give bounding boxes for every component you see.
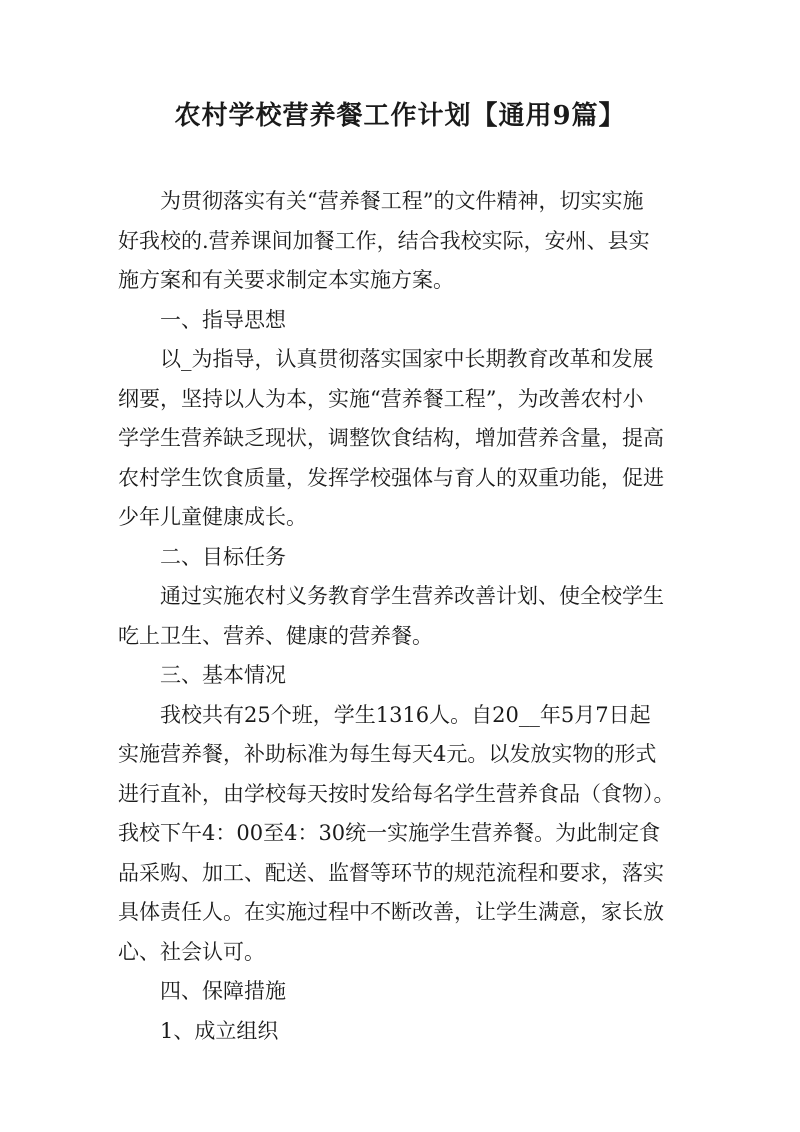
section-heading-goals: 二、目标任务 (160, 544, 286, 569)
text-line: 心、社会认可。 (118, 939, 265, 964)
text-line: 进行直补，由学校每天按时发给每名学生营养食品（食物）。 (118, 781, 675, 806)
section-heading-safeguards: 四、保障措施 (160, 979, 286, 1003)
document-title: 农村学校营养餐工作计划【通用9篇】 (174, 101, 626, 131)
text-line: 好我校的.营养课间加餐工作，结合我校实际，安州、县实 (118, 228, 650, 253)
text-line: 农村学生饮食质量，发挥学校强体与育人的双重功能，促进 (118, 465, 664, 490)
goals-paragraph (118, 577, 683, 656)
text-line: 为贯彻落实有关“营养餐工程”的文件精神，切实实施 (160, 189, 644, 213)
text-line: 吃上卫生、营养、健康的营养餐。 (118, 623, 433, 648)
basic-situation-paragraph (118, 696, 683, 973)
text-line: 具体责任人。在实施过程中不断改善，让学生满意，家长放 (118, 900, 664, 924)
text-line: 纲要，坚持以人为本，实施“营养餐工程”，为改善农村小 (118, 386, 644, 411)
document-body (118, 182, 683, 1051)
text-line: 实施营养餐，补助标准为每生每天4元。以发放实物的形式 (118, 742, 657, 766)
text-line: 我校下午4：00至4：30统一实施学生营养餐。为此制定食 (118, 821, 661, 845)
section-heading-guiding-thought: 一、指导思想 (160, 307, 286, 332)
text-line: 品采购、加工、配送、监督等环节的规范流程和要求，落实 (118, 860, 664, 885)
guiding-thought-paragraph (118, 340, 683, 538)
text-line: 少年儿童健康成长。 (118, 505, 307, 529)
intro-paragraph (118, 182, 683, 301)
text-line: 学学生营养缺乏现状，调整饮食结构，增加营养含量，提高 (118, 426, 664, 450)
text-line: 以_为指导，认真贯彻落实国家中长期教育改革和发展 (160, 347, 654, 371)
text-line: 我校共有25个班，学生1316人。自20__年5月7日起 (160, 702, 651, 727)
subheading-establish-organization: 1、成立组织 (160, 1018, 279, 1043)
text-line: 通过实施农村义务教育学生营养改善计划、使全校学生 (160, 584, 664, 608)
section-heading-basic-situation: 三、基本情况 (160, 663, 286, 687)
text-line: 施方案和有关要求制定本实施方案。 (118, 268, 454, 292)
